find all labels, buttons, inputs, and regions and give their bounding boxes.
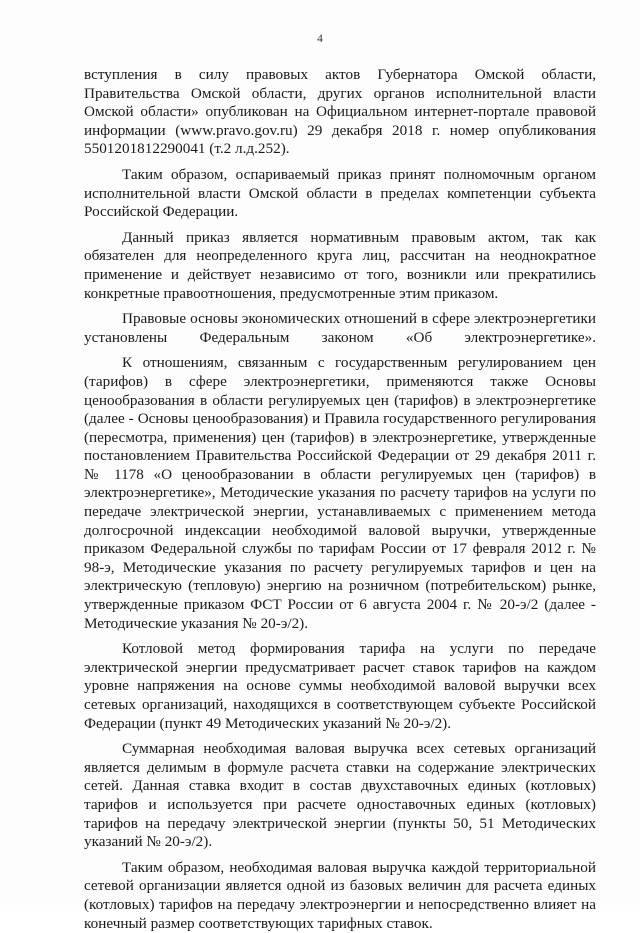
page-number: 4 (317, 33, 323, 45)
paragraph-normative-act: Данный приказ является нормативным правовым актом, так как обязателен для неопределенного круга лиц, рассчитан на неоднократное применение и действует независимо от того, возникли или прекратились конкретные правоотношения, предусмотренные этим приказом. (84, 228, 596, 302)
paragraph-competence: Таким образом, оспариваемый приказ принят полномочным органом исполнительной власти Омской области в пределах компетенции субъекта Российской Федерации. (84, 165, 596, 221)
paragraph-boiler-method: Котловой метод формирования тарифа на услуги по передаче электрической энергии предусматривает расчет ставок тарифов на каждом уровне напряжения на основе суммы необходимой валовой выручки всех сетевых организаций, находящихся в соответствующем субъекте Российской Федерации (пункт 49 Методических указаний № 20-э/2). (84, 640, 596, 732)
paragraph-total-revenue: Суммарная необходимая валовая выручка всех сетевых организаций является делимым в формуле расчета ставки на содержание электрических сетей. Данная ставка входит в состав двухставочных единых (котловых) тарифов и используется при расчете одноставочных единых (котловых) тарифов на передачу электрической энергии (пункты 50, 51 Методических указаний № 20-э/2). (84, 740, 596, 851)
document-body (84, 66, 596, 933)
paragraph-publication: вступления в силу правовых актов Губернатора Омской области, Правительства Омской области, других органов исполнительной власти Омской области» опубликован на Официальном интернет-портале правовой информации (www.pravo.gov.ru) 29 декабря 2018 г. номер опубликования 5501201812290041 (т.2 л.д.252). (84, 66, 596, 158)
paragraph-conclusion: Таким образом, необходимая валовая выручка каждой территориальной сетевой организации является одной из базовых величин для расчета единых (котловых) тарифов на передачу электроэнергии и непосредственно влияет на конечный размер соответствующих тарифных ставок. (84, 858, 596, 932)
paragraph-pricing-regulation: К отношениям, связанным с государственным регулированием цен (тарифов) в сфере электроэнергетики, применяются также Основы ценообразования в области регулируемых цен (тарифов) в электроэнергетике (далее - Основы ценообразования) и Правила государственного регулирования (пересмотра, применения) цен (тарифов) в электроэнергетике, утвержденные постановлением Правительства Российской Федерации от 29 декабря 2011 г. № 1178 «О ценообразовании в области регулируемых цен (тарифов) в электроэнергетике», Методические указания по расчету тарифов на услуги по передаче электрической энергии, устанавливаемых с применением метода долгосрочной индексации необходимой валовой выручки, утвержденные приказом Федеральной службы по тарифам России от 17 февраля 2012 г. № 98-э, Методические указания по расчету регулируемых тарифов и цен на электрическую (тепловую) энергию на розничном (потребительском) рынке, утвержденные приказом ФСТ России от 6 августа 2004 г. № 20-э/2 (далее - Методические указания № 20-э/2). (84, 354, 596, 632)
paragraph-legal-basis: Правовые основы экономических отношений в сфере электроэнергетики установлены Федеральным законом «Об электроэнергетике». (84, 310, 596, 346)
